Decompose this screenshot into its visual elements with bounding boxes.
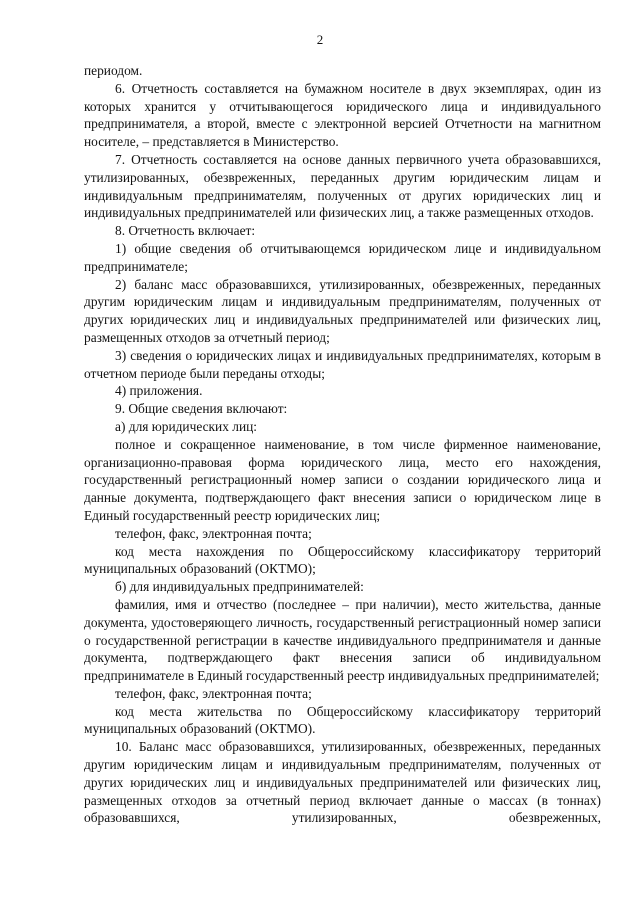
paragraph: 7. Отчетность составляется на основе данных первичного учета образовавшихся, утилизированных, обезвреженных, переданных другим юридическим лицам и индивидуальным предпринимателям, полученных от других юридических лиц и индивидуальных предпринимателей или физических лиц, а также размещенных отходов. [84,151,601,221]
paragraph: код места нахождения по Общероссийскому классификатору территорий муниципальных образований (ОКТМО); [84,543,601,577]
document-body [84,62,601,827]
paragraph: полное и сокращенное наименование, в том числе фирменное наименование, организационно-правовая форма юридического лица, место его нахождения, государственный регистрационный номер записи о создании юридического лица и данные документа, подтверждающего факт внесения записи о юридическом лице в Единый государственный реестр юридических лиц; [84,436,601,523]
page-number: 2 [316,32,324,47]
paragraph: 1) общие сведения об отчитывающемся юридическом лице и индивидуальном предпринимателе; [84,240,601,274]
paragraph: 4) приложения. [115,383,203,399]
paragraph: а) для юридических лиц: [115,418,258,434]
paragraph: фамилия, имя и отчество (последнее – при наличии), место жительства, данные документа, удостоверяющего личность, государственный регистрационный номер записи о государственной регистрации в качестве индивидуального предпринимателя и данные документа, подтверждающего факт внесения записи об индивидуальном предпринимателе в Единый государственный реестр индивидуальных предпринимателей; [84,596,601,684]
paragraph: 6. Отчетность составляется на бумажном носителе в двух экземплярах, один из которых хранится у отчитывающегося юридического лица и индивидуального предпринимателя, а второй, вместе с электронной версией Отчетности на магнитном носителе, – представляется в Министерство. [84,80,601,150]
paragraph: 8. Отчетность включает: [115,223,256,239]
paragraph: 10. Баланс масс образовавшихся, утилизированных, обезвреженных, переданных другим юридическим лицам и индивидуальным предпринимателям, полученных от других юридических лиц и индивидуальных предпринимателей или физических лиц, размещенных отходов за отчетный период включает данные о массах (в тоннах) образовавшихся, утилизированных, обезвреженных, [84,739,601,826]
paragraph: 3) сведения о юридических лицах и индивидуальных предпринимателях, которым в отчетном периоде были переданы отходы; [84,347,601,381]
paragraph: периодом. [84,63,143,78]
paragraph: б) для индивидуальных предпринимателей: [115,579,364,595]
paragraph: телефон, факс, электронная почта; [115,525,312,541]
paragraph: код места жительства по Общероссийскому классификатору территорий муниципальных образований (ОКТМО). [84,703,601,737]
paragraph: 9. Общие сведения включают: [115,401,288,417]
paragraph: 2) баланс масс образовавшихся, утилизированных, обезвреженных, переданных другим юридическим лицам и индивидуальным предпринимателям, полученных от других юридических лиц и индивидуальных предпринимателей или физических лиц, размещенных отходов за отчетный период; [84,276,601,345]
paragraph: телефон, факс, электронная почта; [115,685,312,701]
